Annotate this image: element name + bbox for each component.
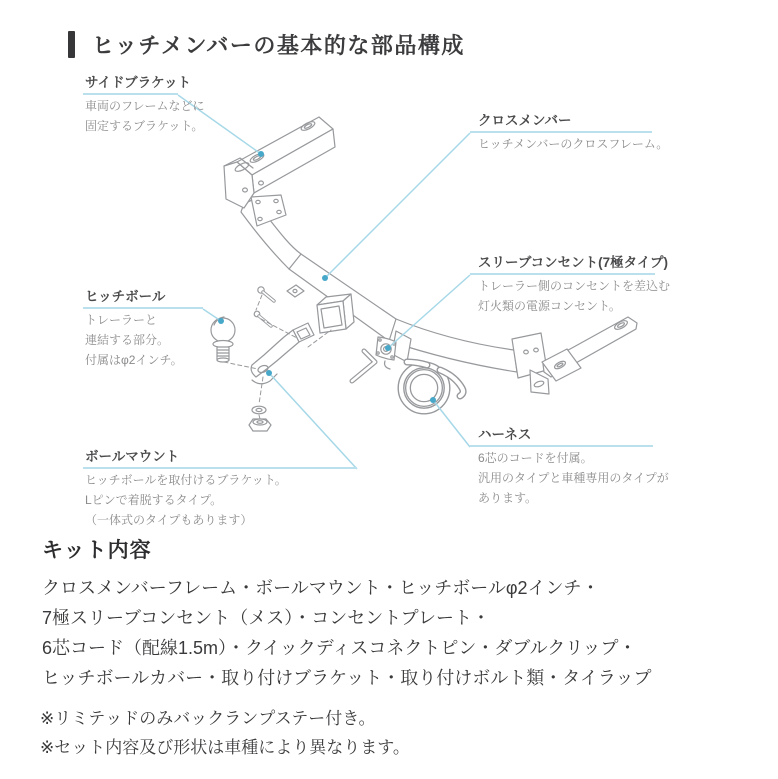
leader-hitch-ball — [203, 309, 221, 321]
part-desc-line: あります。 — [478, 491, 538, 505]
kit-line: ヒッチボールカバー・取り付けブラケット・取り付けボルト類・タイラップ — [42, 668, 652, 688]
note-line: ※リミテッドのみバックランプステー付き。 — [40, 709, 376, 728]
page-title — [68, 29, 465, 60]
side-bracket-drawing — [224, 117, 335, 208]
part-desc-line: 連結する部分。 — [85, 333, 170, 347]
part-desc-line: 汎用のタイプと車種専用のタイプが — [478, 471, 669, 485]
label-cross-member — [470, 113, 669, 153]
note-line: ※セット内容及び形状は車種により異なります。 — [40, 738, 410, 757]
label-ball-mount — [83, 450, 357, 529]
label-side-bracket — [83, 75, 205, 135]
kit-line: 6芯コード（配線1.5m）・クイックディスコネクトピン・ダブルクリップ・ — [42, 638, 637, 658]
part-desc-line: （一体式のタイプもあります） — [85, 513, 253, 527]
part-desc-line: 付属はφ2インチ。 — [85, 353, 183, 367]
part-desc-line: トレーラー側のコンセントを差込む — [478, 279, 671, 293]
label-harness — [470, 427, 669, 507]
hitch-ball-drawing — [211, 317, 235, 362]
part-name: ボールマウント — [83, 450, 357, 469]
part-desc-line: 6芯のコードを付属。 — [478, 451, 593, 465]
label-hitch-ball — [83, 290, 203, 369]
page-title-text: ヒッチメンバーの基本的な部品構成 — [92, 33, 465, 58]
part-name: クロスメンバー — [470, 114, 652, 133]
kit-line: 7極スリーブコンセント（メス）・コンセントプレート・ — [42, 608, 490, 628]
part-desc-line: ヒッチメンバーのクロスフレーム。 — [478, 137, 669, 151]
title-accent-bar — [68, 31, 75, 58]
leader-cross-member — [325, 133, 470, 278]
part-desc-line: 固定するブラケット。 — [85, 119, 204, 133]
part-desc-line: Lピンで着脱するタイプ。 — [85, 493, 223, 507]
part-name: ヒッチボール — [83, 290, 203, 309]
part-desc-line: ヒッチボールを取付けるブラケット。 — [85, 473, 287, 487]
leader-harness — [433, 400, 470, 447]
footnotes — [40, 704, 410, 762]
l-pin-drawing — [352, 351, 375, 381]
harness-drawing — [401, 362, 463, 411]
part-name: ハーネス — [470, 428, 653, 447]
label-sleeve-outlet — [470, 255, 671, 315]
right-side-bracket-drawing — [530, 317, 637, 394]
part-name: サイドブラケット — [83, 76, 178, 95]
part-desc-line: 車両のフレームなどに — [85, 99, 205, 113]
kit-heading: キット内容 — [42, 539, 152, 562]
kit-contents-section — [42, 534, 651, 693]
part-desc-line: 灯火類の電源コンセント。 — [478, 299, 621, 313]
kit-line: クロスメンバーフレーム・ボールマウント・ヒッチボールφ2インチ・ — [42, 578, 600, 598]
part-name: スリーブコンセント(7極タイプ) — [470, 256, 655, 275]
part-desc-line: トレーラーと — [85, 313, 158, 327]
